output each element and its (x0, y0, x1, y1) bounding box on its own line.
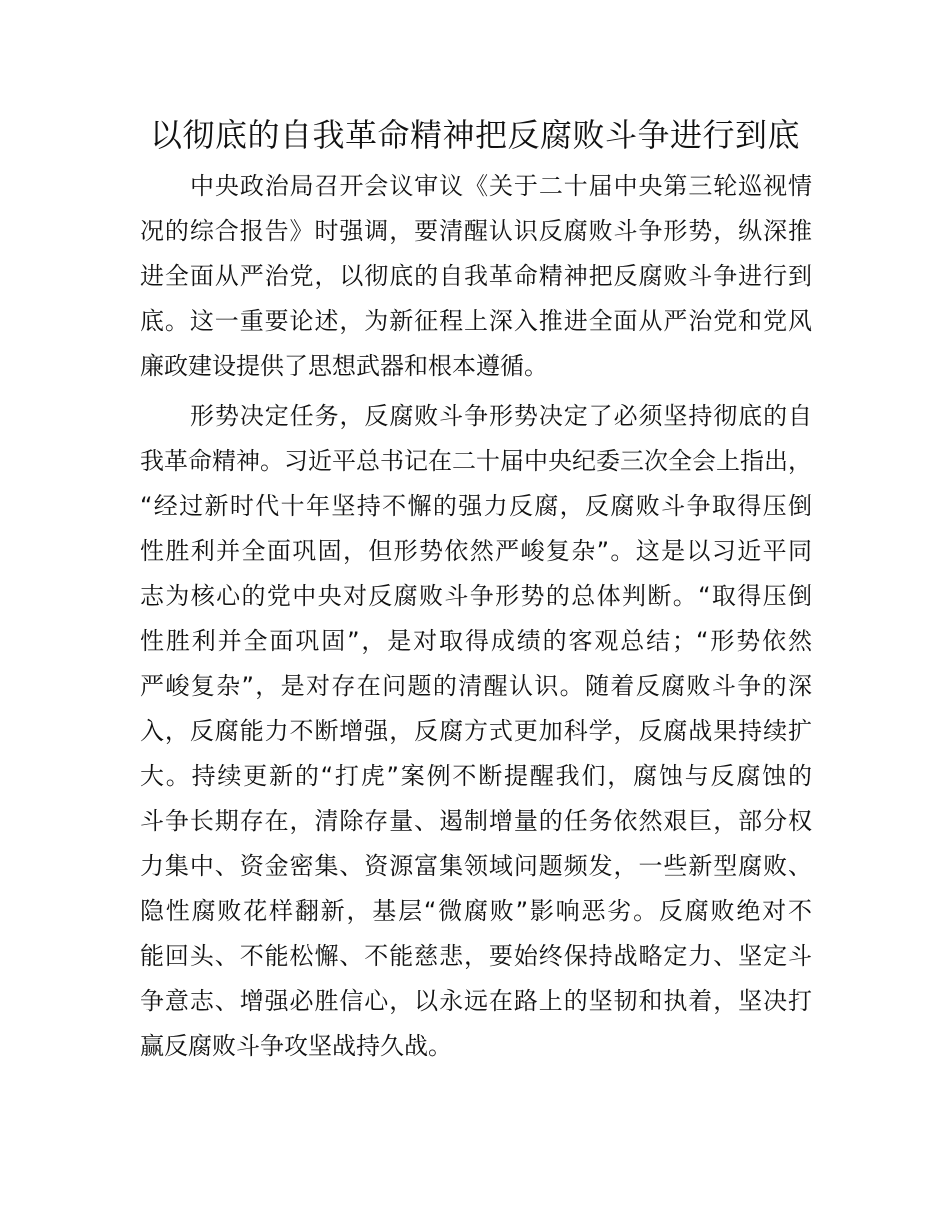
text-line: 入，反腐能力不断增强，反腐方式更加科学，反腐战果持续扩 (140, 717, 812, 745)
text-line: 性胜利并全面巩固，但形势依然严峻复杂”。这是以习近平同 (140, 537, 812, 565)
text-line: 底。这一重要论述，为新征程上深入推进全面从严治党和党风 (140, 307, 812, 335)
document-title: 以彻底的自我革命精神把反腐败斗争进行到底 (149, 116, 800, 154)
text-line: 力集中、资金密集、资源富集领域问题频发，一些新型腐败、 (140, 852, 812, 880)
text-line: 隐性腐败花样翻新，基层“微腐败”影响恶劣。反腐败绝对不 (140, 897, 812, 925)
text-line: 况的综合报告》时强调，要清醒认识反腐败斗争形势，纵深推 (140, 217, 812, 245)
text-line: “经过新时代十年坚持不懈的强力反腐，反腐败斗争取得压倒 (140, 492, 812, 520)
text-line: 严峻复杂”，是对存在问题的清醒认识。随着反腐败斗争的深 (140, 672, 812, 700)
paragraph-2 (140, 394, 812, 1069)
text-line: 能回头、不能松懈、不能慈悲，要始终保持战略定力、坚定斗 (140, 942, 812, 970)
text-line: 性胜利并全面巩固”，是对取得成绩的客观总结；“形势依然 (140, 627, 812, 655)
text-line: 我革命精神。习近平总书记在二十届中央纪委三次全会上指出， (140, 447, 812, 475)
text-line: 斗争长期存在，清除存量、遏制增量的任务依然艰巨，部分权 (140, 807, 812, 835)
text-line: 廉政建设提供了思想武器和根本遵循。 (140, 352, 548, 380)
paragraph-1 (140, 164, 812, 389)
text-line: 进全面从严治党，以彻底的自我革命精神把反腐败斗争进行到 (140, 262, 812, 290)
text-line: 大。持续更新的“打虎”案例不断提醒我们，腐蚀与反腐蚀的 (140, 762, 812, 790)
text-line: 志为核心的党中央对反腐败斗争形势的总体判断。“取得压倒 (140, 582, 812, 610)
text-line: 中央政治局召开会议审议《关于二十届中央第三轮巡视情 (190, 172, 812, 200)
text-line: 形势决定任务，反腐败斗争形势决定了必须坚持彻底的自 (190, 402, 812, 430)
text-line: 争意志、增强必胜信心，以永远在路上的坚韧和执着，坚决打 (140, 987, 812, 1015)
text-line: 赢反腐败斗争攻坚战持久战。 (140, 1032, 452, 1060)
